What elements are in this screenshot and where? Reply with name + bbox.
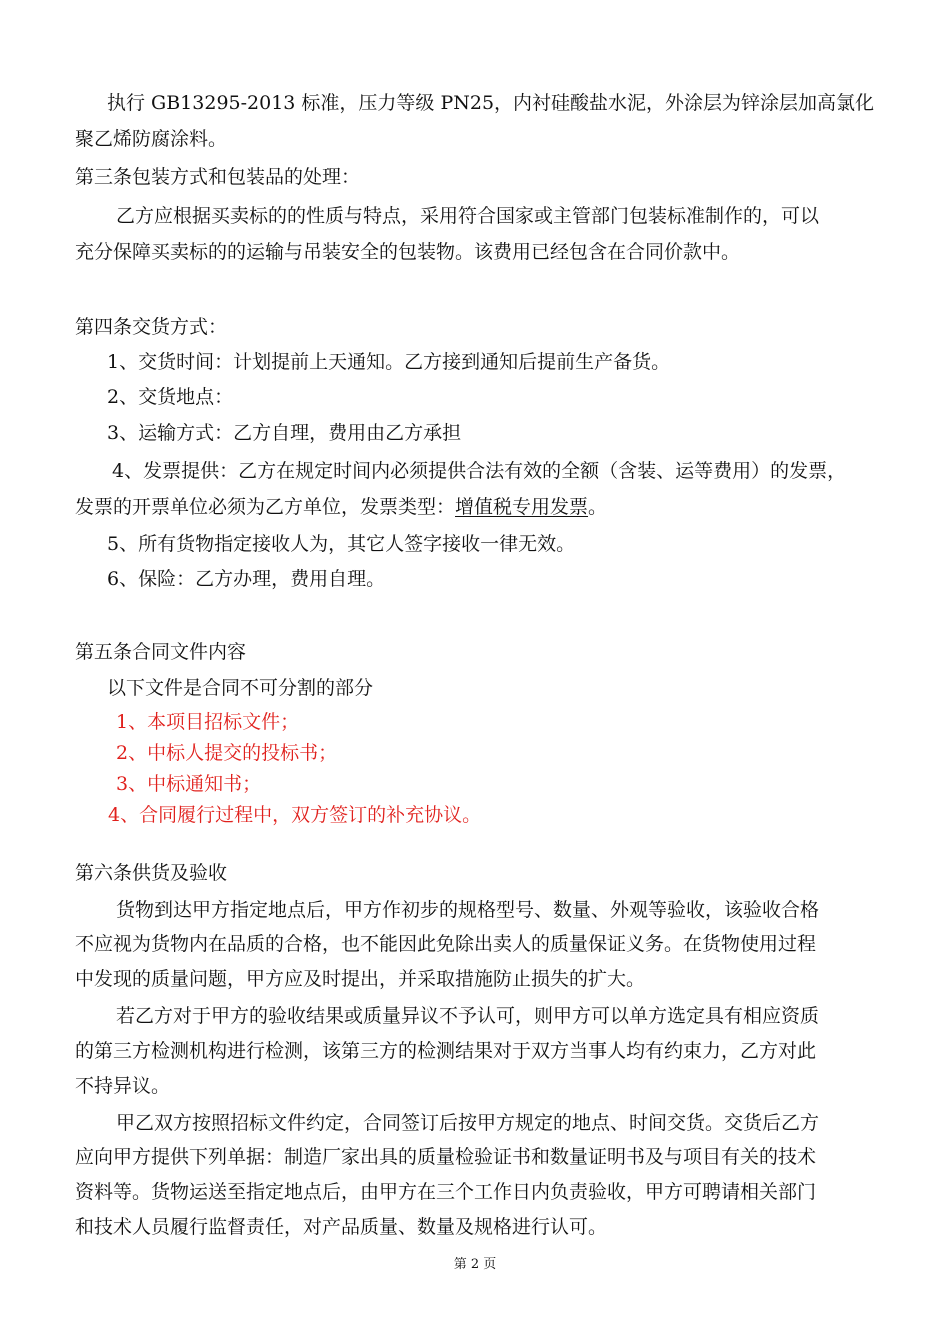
sec4-item-6: 6、保险：乙方办理，费用自理。 <box>107 568 386 590</box>
sec3-heading: 第三条包装方式和包装品的处理： <box>75 166 361 188</box>
sec2-line-2: 聚乙烯防腐涂料。 <box>75 128 228 150</box>
invoice-type-suffix: 。 <box>588 496 608 518</box>
page-number: 第 2 页 <box>453 1257 497 1272</box>
sec4-item-2: 2、交货地点： <box>107 386 234 408</box>
sec6-p2-line-1: 若乙方对于甲方的验收结果或质量异议不予认可，则甲方可以单方选定具有相应资质 <box>116 1005 820 1027</box>
sec5-list-item: 3、中标通知书； <box>116 773 262 795</box>
sec6-p1-line-1: 货物到达甲方指定地点后，甲方作初步的规格型号、数量、外观等验收，该验收合格 <box>116 899 820 921</box>
sec4-heading: 第四条交货方式： <box>75 316 228 338</box>
invoice-type-value: 增值税专用发票 <box>455 496 589 518</box>
sec4-item-5: 5、所有货物指定接收人为，其它人签字接收一律无效。 <box>107 533 576 555</box>
sec6-p1-line-3: 中发现的质量问题，甲方应及时提出，并采取措施防止损失的扩大。 <box>75 968 646 990</box>
sec4-item-4-line-2 <box>75 495 607 519</box>
sec6-p3-line-2: 应向甲方提供下列单据：制造厂家出具的质量检验证书和数量证明书及与项目有关的技术 <box>75 1146 817 1168</box>
sec6-p3-line-4: 和技术人员履行监督责任，对产品质量、数量及规格进行认可。 <box>75 1216 608 1238</box>
sec5-heading: 第五条合同文件内容 <box>75 641 247 663</box>
sec5-list-item: 1、本项目招标文件； <box>116 711 300 733</box>
invoice-type-prefix: 发票的开票单位必须为乙方单位，发票类型： <box>75 496 456 518</box>
sec6-p2-line-3: 不持异议。 <box>75 1075 171 1097</box>
sec5-list-item: 2、中标人提交的投标书； <box>116 742 338 764</box>
sec4-item-1: 1、交货时间：计划提前上天通知。乙方接到通知后提前生产备货。 <box>107 351 671 373</box>
sec6-heading: 第六条供货及验收 <box>75 862 228 884</box>
sec3-line-1: 乙方应根据买卖标的的性质与特点，采用符合国家或主管部门包装标准制作的，可以 <box>116 205 820 227</box>
sec4-item-3: 3、运输方式：乙方自理，费用由乙方承担 <box>107 422 462 444</box>
sec6-p1-line-2: 不应视为货物内在品质的合格，也不能因此免除出卖人的质量保证义务。在货物使用过程 <box>75 933 817 955</box>
sec6-p2-line-2: 的第三方检测机构进行检测，该第三方的检测结果对于双方当事人均有约束力，乙方对此 <box>75 1040 817 1062</box>
sec6-p3-line-1: 甲乙双方按照招标文件约定，合同签订后按甲方规定的地点、时间交货。交货后乙方 <box>116 1112 820 1134</box>
sec2-line-1: 执行 GB13295-2013 标准，压力等级 PN25，内衬硅酸盐水泥，外涂层为锌涂层加高氯化 <box>107 92 875 114</box>
sec5-list-item: 4、合同履行过程中，双方签订的补充协议。 <box>108 804 482 826</box>
sec3-line-2: 充分保障买卖标的的运输与吊装安全的包装物。该费用已经包含在合同价款中。 <box>75 241 741 263</box>
sec5-intro: 以下文件是合同不可分割的部分 <box>107 677 374 699</box>
sec6-p3-line-3: 资料等。货物运送至指定地点后，由甲方在三个工作日内负责验收，甲方可聘请相关部门 <box>75 1181 817 1203</box>
sec4-item-4-line-1: 4、发票提供：乙方在规定时间内必须提供合法有效的全额（含装、运等费用）的发票， <box>112 460 847 482</box>
